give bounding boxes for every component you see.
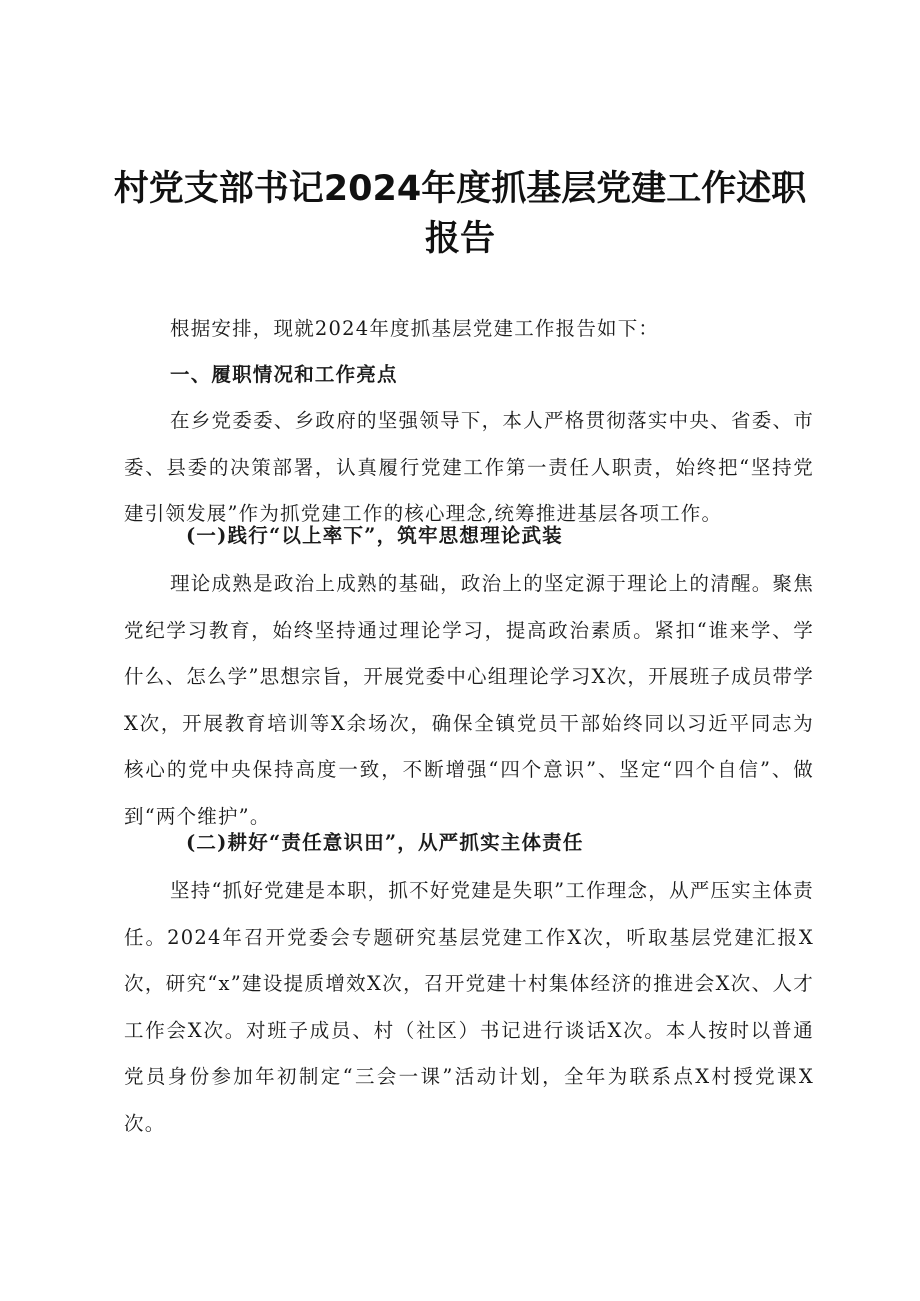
section-1-heading: 一、履职情况和工作亮点 [170,363,398,386]
subsection-2-paragraph: 坚持“抓好党建是本职，抓不好党建是失职”工作理念，从严压实主体责任。2024年召开党委会专题研究基层党建工作X次，听取基层党建汇报X次，研究“x”建设提质增效X次，召开党建十村集体经济的推进会X次、人才工作会X次。对班子成员、村（社区）书记进行谈话X次。本人按时以普通党员身份参加年初制定“三会一课”活动计划，全年为联系点X村授党课X次。 [124,879,814,1135]
document-title-line-2: 报告 [424,219,495,259]
document-title-line-1: 村党支部书记2024年度抓基层党建工作述职 [113,169,807,209]
section-1-paragraph: 在乡党委委、乡政府的坚强领导下，本人严格贯彻落实中央、省委、市委、县委的决策部署，认真履行党建工作第一责任人职责，始终把“坚持党建引领发展”作为抓党建工作的核心理念,统筹推进基层各项工作。 [124,409,814,525]
subsection-1-heading: (一)践行“以上率下”，筑牢思想理论武装 [186,524,563,547]
subsection-1-paragraph: 理论成熟是政治上成熟的基础，政治上的坚定源于理论上的清醒。聚焦党纪学习教育，始终坚持通过理论学习，提高政治素质。紧扣“谁来学、学什么、怎么学”思想宗旨，开展党委中心组理论学习X次，开展班子成员带学X次，开展教育培训等X余场次，确保全镇党员干部始终同以习近平同志为核心的党中央保持高度一致，不断增强“四个意识”、坚定“四个自信”、做到“两个维护”。 [124,572,814,828]
subsection-2-heading: (二)耕好“责任意识田”，从严抓实主体责任 [186,831,584,854]
intro-paragraph: 根据安排，现就2024年度抓基层党建工作报告如下： [170,317,660,340]
